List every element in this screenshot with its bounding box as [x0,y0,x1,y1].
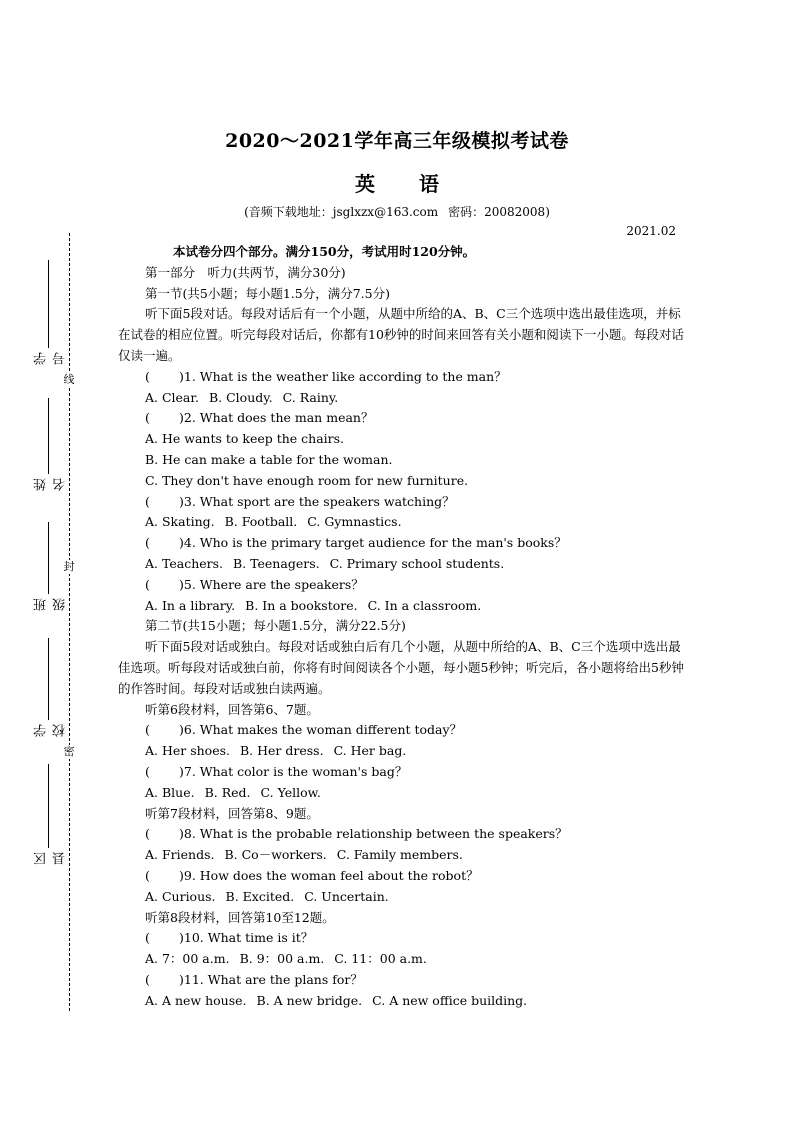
question-7-options [145,783,685,804]
question-stem-10: )10. What time is it？ [179,930,314,946]
student-id-label: 学号 [34,352,68,365]
answer-blank-10[interactable]: ( [145,930,150,946]
option-8a[interactable]: A. Friends. [145,847,215,863]
question-10-options [145,949,685,970]
class-underline [48,522,49,594]
bind-word-mi: 密 [63,745,75,758]
question-3-options [145,512,685,533]
exam-intro: 本试卷分四个部分。满分150分，考试用时120分钟。 [173,244,476,259]
answer-blank-7[interactable]: ( [145,763,150,779]
subject-title [0,168,794,197]
name-label: 姓名 [34,478,68,491]
option-5c[interactable]: C. In a classroom. [367,597,482,613]
section1-instructions: 听下面5段对话。每段对话后有一个小题，从题中所给的A、B、C三个选项中选出最佳选项，并标在试卷的相应位置。听完每段对话后，你都有10秒钟的时间来回答有关小题和阅读下一小题。每段对话仅读一遍。 [118,306,684,363]
option-9b[interactable]: B. Excited. [225,888,295,904]
question-stem-7: )7. What color is the woman's bag？ [179,763,408,779]
question-4-options [145,554,685,575]
bind-word-xian: 线 [63,373,75,386]
option-9a[interactable]: A. Curious. [145,888,216,904]
subject-char-2: 语 [419,172,439,196]
answer-blank-2[interactable]: ( [145,410,150,426]
section2-title: 第二节(共15小题；每小题1.5分，满分22.5分) [145,618,406,634]
district-underline [48,764,49,848]
answer-blank-3[interactable]: ( [145,493,150,509]
answer-blank-8[interactable]: ( [145,826,150,842]
binding-dashed-line [69,233,70,1011]
option-8c[interactable]: C. Family members. [336,847,463,863]
question-stem-4: )4. Who is the primary target audience for the man's books？ [179,535,567,551]
question-5-options [145,596,685,617]
question-6-options [145,741,685,762]
material-7-heading: 听第7段材料，回答第8、9题。 [145,805,319,821]
question-9-options [145,887,685,908]
question-stem-3: )3. What sport are the speakers watching？ [179,493,455,509]
answer-blank-6[interactable]: ( [145,722,150,738]
question-2 [145,408,685,429]
question-4 [145,533,685,554]
option-4a[interactable]: A. Teachers. [145,555,224,571]
question-11 [145,970,685,991]
option-11b[interactable]: B. A new bridge. [256,992,363,1008]
option-10c[interactable]: C. 11：00 a.m. [334,951,427,967]
exam-title: 2020～2021学年高三年级模拟考试卷 [225,130,569,152]
question-8-options [145,845,685,866]
option-4b[interactable]: B. Teenagers. [233,555,320,571]
option-5b[interactable]: B. In a bookstore. [245,597,358,613]
download-address: (音频下载地址：jsglxzx@163.com [244,205,439,219]
student-id-underline [48,260,49,348]
option-1b[interactable]: B. Cloudy. [208,389,273,405]
section1-title: 第一节(共5小题；每小题1.5分，满分7.5分) [145,285,390,301]
option-11c[interactable]: C. A new office building. [372,992,528,1008]
option-2a[interactable]: A. He wants to keep the chairs. [145,431,345,447]
question-8 [145,824,685,845]
school-label: 学校 [34,724,68,737]
option-10b[interactable]: B. 9：00 a.m. [239,951,325,967]
district-label: 区县 [34,852,68,865]
option-3b[interactable]: B. Football. [224,514,298,530]
audio-download-info [0,203,794,220]
exam-date: 2021.02 [626,224,676,238]
answer-blank-11[interactable]: ( [145,971,150,987]
option-4c[interactable]: C. Primary school students. [329,555,505,571]
material-6-heading: 听第6段材料，回答第6、7题。 [145,701,319,717]
option-6c[interactable]: C. Her bag. [333,743,407,759]
option-7a[interactable]: A. Blue. [145,784,195,800]
option-6a[interactable]: A. Her shoes. [145,743,230,759]
question-9 [145,866,685,887]
question-1-options [145,388,685,409]
option-5a[interactable]: A. In a library. [145,597,236,613]
question-stem-9: )9. How does the woman feel about the robot？ [179,867,479,883]
answer-blank-9[interactable]: ( [145,867,150,883]
option-8b[interactable]: B. Co－workers. [224,847,327,863]
question-stem-5: )5. Where are the speakers？ [179,576,364,592]
class-label: 班级 [34,598,68,611]
question-7 [145,762,685,783]
school-underline [48,638,49,720]
question-10 [145,928,685,949]
part1-title: 第一部分 听力(共两节，满分30分) [145,264,346,280]
name-underline [48,398,49,474]
option-6b[interactable]: B. Her dress. [240,743,324,759]
question-3 [145,492,685,513]
question-stem-6: )6. What makes the woman different today？ [179,722,463,738]
section2-instructions: 听下面5段对话或独白。每段对话或独白后有几个小题，从题中所给的A、B、C三个选项中选出最佳选项。听每段对话或独白前，你将有时间阅读各个小题，每小题5秒钟；听完后，各小题将给出5秒钟的作答时间。每段对话或独白读两遍。 [118,639,684,696]
material-8-heading: 听第8段材料，回答第10至12题。 [145,909,335,925]
question-1 [145,367,685,388]
option-1c[interactable]: C. Rainy. [282,389,339,405]
option-3a[interactable]: A. Skating. [145,514,215,530]
subject-char-1: 英 [355,172,375,196]
question-5 [145,575,685,596]
answer-blank-4[interactable]: ( [145,535,150,551]
answer-blank-5[interactable]: ( [145,576,150,592]
question-stem-2: )2. What does the man mean？ [179,410,374,426]
option-2c[interactable]: C. They don't have enough room for new furniture. [145,472,469,488]
bind-word-feng: 封 [63,560,75,573]
exam-body [118,242,685,1011]
option-11a[interactable]: A. A new house. [145,992,247,1008]
question-11-options [145,991,685,1012]
option-10a[interactable]: A. 7：00 a.m. [145,951,230,967]
option-2b[interactable]: B. He can make a table for the woman. [145,451,393,467]
question-6 [145,720,685,741]
option-7b[interactable]: B. Red. [204,784,251,800]
question-stem-1: )1. What is the weather like according to the man？ [179,368,507,384]
option-3c[interactable]: C. Gymnastics. [307,514,402,530]
option-9c[interactable]: C. Uncertain. [304,888,389,904]
question-stem-8: )8. What is the probable relationship between the speakers？ [179,826,568,842]
option-7c[interactable]: C. Yellow. [260,784,321,800]
option-1a[interactable]: A. Clear. [145,389,199,405]
question-stem-11: )11. What are the plans for？ [179,971,363,987]
answer-blank-1[interactable]: ( [145,368,150,384]
download-password: 密码：20082008) [448,205,550,219]
